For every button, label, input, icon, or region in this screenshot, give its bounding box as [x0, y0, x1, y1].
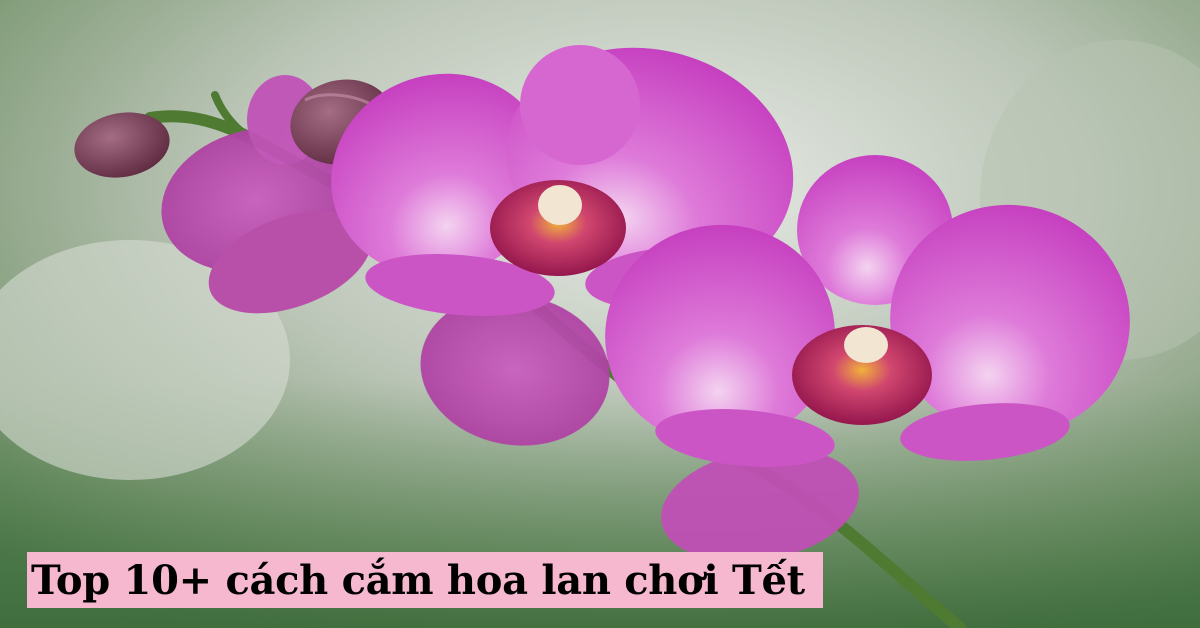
- caption-title: Top 10+ cách cắm hoa lan chơi Tết: [31, 556, 805, 604]
- caption-banner: [27, 552, 823, 608]
